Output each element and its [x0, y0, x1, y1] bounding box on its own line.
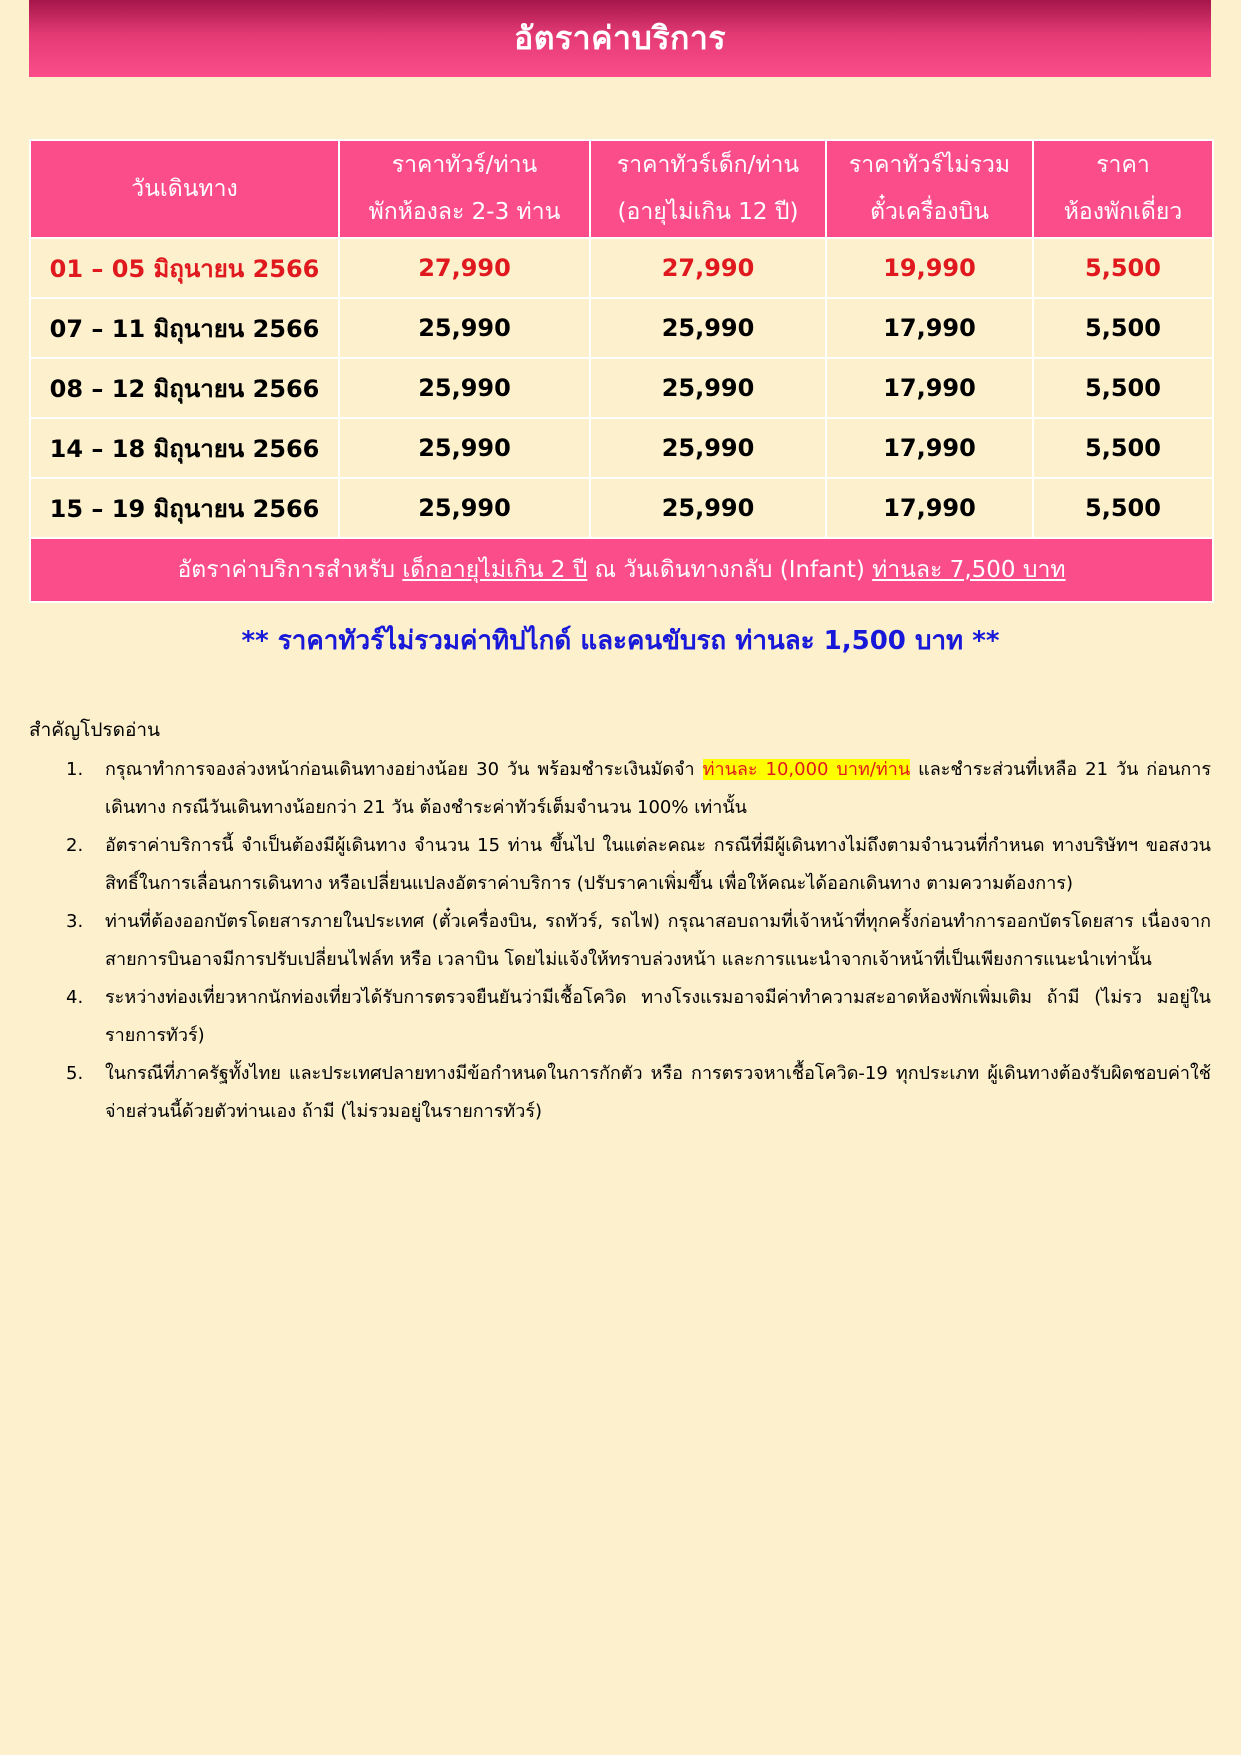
note-text-continued: และชำระส่วนที่เหลือ 21 วัน ก่อนการเดินทาง กรณีวันเดินทางน้อยกว่า 21 วัน ต้องชำระค่าทัวร์เต็มจำนวน 100% เท่านั้น [105, 759, 1211, 818]
single-room-price-cell: 5,500 [1033, 478, 1213, 538]
deposit-highlight: ท่านละ 10,000 บาท/ท่าน [702, 759, 911, 780]
infant-age-text: เด็กอายุไม่เกิน 2 ปี [402, 557, 588, 583]
list-item [29, 827, 1211, 903]
child-price-cell: 27,990 [590, 238, 826, 298]
note-text: ระหว่างท่องเที่ยวหากนักท่องเที่ยวได้รับการตรวจยืนยันว่ามีเชื้อโควิด ทางโรงแรมอาจมีค่าทำความสะอาดห้องพักเพิ่มเติม ถ้ามี (ไม่รว มอยู่ในรายการทัวร์) [105, 987, 1211, 1046]
single-room-price-cell: 5,500 [1033, 418, 1213, 478]
travel-date-cell: 01 – 05 มิถุนายน 2566 [30, 238, 339, 298]
adult-price-cell: 25,990 [339, 478, 590, 538]
notes-list [29, 751, 1211, 1131]
single-room-price-cell: 5,500 [1033, 238, 1213, 298]
infant-price-text: ท่านละ 7,500 บาท [872, 557, 1066, 583]
header-line: ราคาทัวร์/ท่าน [391, 152, 538, 178]
header-single-room-price [1033, 140, 1213, 238]
no-flight-price-cell: 19,990 [826, 238, 1033, 298]
travel-date-cell: 08 – 12 มิถุนายน 2566 [30, 358, 339, 418]
header-line: ราคาทัวร์เด็ก/ท่าน [616, 152, 800, 178]
child-price-cell: 25,990 [590, 358, 826, 418]
infant-rate-row [30, 538, 1213, 602]
list-item [29, 751, 1211, 827]
travel-date-cell: 15 – 19 มิถุนายน 2566 [30, 478, 339, 538]
header-line: (อายุไม่เกิน 12 ปี) [617, 199, 799, 225]
note-number: 4. [66, 987, 84, 1008]
notes-heading: สำคัญโปรดอ่าน [29, 719, 161, 741]
no-flight-price-cell: 17,990 [826, 298, 1033, 358]
note-number: 5. [66, 1063, 84, 1084]
header-line: ราคาทัวร์ไม่รวม [848, 152, 1011, 178]
list-item [29, 1055, 1211, 1131]
table-row [30, 418, 1213, 478]
header-line: วันเดินทาง [131, 175, 238, 202]
single-room-price-cell: 5,500 [1033, 298, 1213, 358]
table-row [30, 358, 1213, 418]
infant-rate-cell [30, 538, 1213, 602]
header-travel-date [30, 140, 339, 238]
note-text: อัตราค่าบริการนี้ จำเป็นต้องมีผู้เดินทาง จำนวน 15 ท่าน ขึ้นไป ในแต่ละคณะ กรณีที่มีผู้เดินทางไม่ถึงตามจำนวนที่กำหนด ทางบริษัทฯ ขอสงวนสิทธิ์ในการเลื่อนการเดินทาง หรือเปลี่ยนแปลงอัตราค่าบริการ (ปรับราคาเพิ่มขึ้น เพื่อให้คณะได้ออกเดินทาง ตามความต้องการ) [105, 835, 1211, 894]
note-text: ในกรณีที่ภาครัฐทั้งไทย และประเทศปลายทางมีข้อกำหนดในการกักตัว หรือ การตรวจหาเชื้อโควิด-19 ทุกประเภท ผู้เดินทางต้องรับผิดชอบค่าใช้จ่ายส่วนนี้ด้วยตัวท่านเอง ถ้ามี (ไม่รวมอยู่ในรายการทัวร์) [105, 1063, 1211, 1122]
note-text: ท่านที่ต้องออกบัตรโดยสารภายในประเทศ (ตั๋วเครื่องบิน, รถทัวร์, รถไฟ) กรุณาสอบถามที่เจ้าหน้าที่ทุกครั้งก่อนทำการออกบัตรโดยสาร เนื่องจากสายการบินอาจมีการปรับเปลี่ยนไฟล์ท หรือ เวลาบิน โดยไม่แจ้งให้ทราบล่วงหน้า และการแนะนำจากเจ้าหน้าที่เป็นเพียงการแนะนำเท่านั้น [105, 911, 1211, 970]
tip-note: ** ราคาทัวร์ไม่รวมค่าทิปไกด์ และคนขับรถ ท่านละ 1,500 บาท ** [241, 626, 1000, 656]
child-price-cell: 25,990 [590, 478, 826, 538]
adult-price-cell: 25,990 [339, 418, 590, 478]
travel-date-cell: 14 – 18 มิถุนายน 2566 [30, 418, 339, 478]
list-item [29, 979, 1211, 1055]
header-line: พักห้องละ 2-3 ท่าน [368, 199, 561, 225]
adult-price-cell: 27,990 [339, 238, 590, 298]
adult-price-cell: 25,990 [339, 298, 590, 358]
header-child-price [590, 140, 826, 238]
adult-price-cell: 25,990 [339, 358, 590, 418]
infant-rate-middle: ณ วันเดินทางกลับ (Infant) [587, 557, 873, 583]
list-item [29, 903, 1211, 979]
table-row [30, 238, 1213, 298]
no-flight-price-cell: 17,990 [826, 478, 1033, 538]
table-row [30, 298, 1213, 358]
no-flight-price-cell: 17,990 [826, 418, 1033, 478]
single-room-price-cell: 5,500 [1033, 358, 1213, 418]
note-number: 3. [66, 911, 84, 932]
header-no-flight-price [826, 140, 1033, 238]
header-line: ราคา [1096, 152, 1150, 178]
child-price-cell: 25,990 [590, 418, 826, 478]
no-flight-price-cell: 17,990 [826, 358, 1033, 418]
page-title: อัตราค่าบริการ [513, 19, 727, 57]
table-row [30, 478, 1213, 538]
header-line: ห้องพักเดี่ยว [1063, 199, 1183, 225]
note-number: 1. [66, 759, 84, 780]
travel-date-cell: 07 – 11 มิถุนายน 2566 [30, 298, 339, 358]
table-header-row [30, 140, 1213, 238]
note-text: กรุณาทำการจองล่วงหน้าก่อนเดินทางอย่างน้อย 30 วัน พร้อมชำระเงินมัดจำ [105, 759, 703, 780]
infant-rate-prefix: อัตราค่าบริการสำหรับ [177, 557, 403, 583]
title-banner [29, 0, 1211, 77]
price-table [29, 139, 1214, 603]
header-line: ตั๋วเครื่องบิน [870, 199, 989, 225]
child-price-cell: 25,990 [590, 298, 826, 358]
header-adult-price [339, 140, 590, 238]
note-number: 2. [66, 835, 84, 856]
